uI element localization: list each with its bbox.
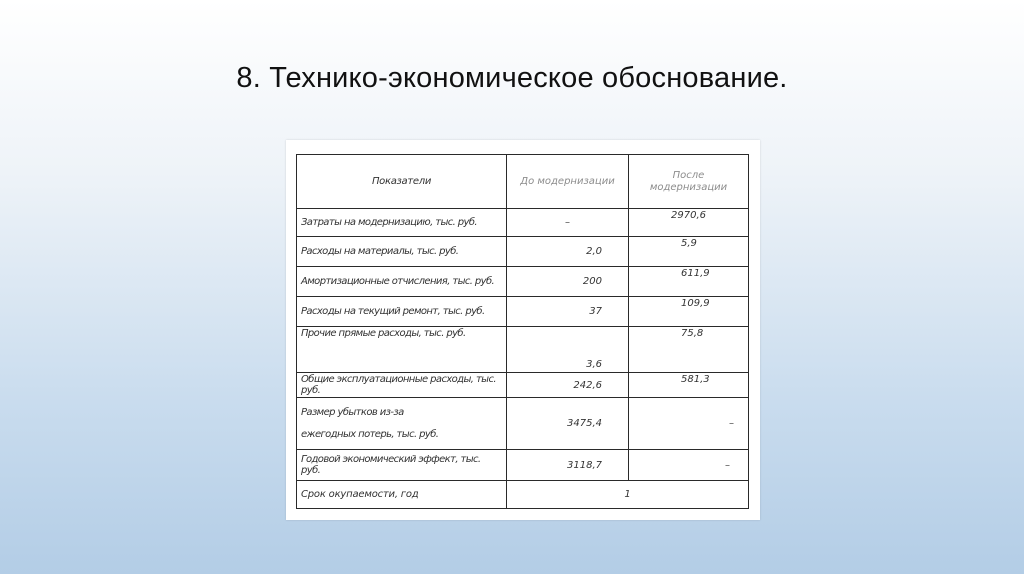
row-after: 2970,6 (629, 209, 749, 237)
row-after: 109,9 (629, 297, 749, 327)
header-indicators: Показатели (297, 155, 507, 209)
row-label: Затраты на модернизацию, тыс. руб. (297, 209, 507, 237)
row-label: Общие эксплуатационные расходы, тыс. руб. (297, 373, 507, 398)
row-after: 611,9 (629, 267, 749, 297)
row-before: 200 (507, 267, 629, 297)
row-label: Прочие прямые расходы, тыс. руб. (297, 327, 507, 373)
payback-value: 1 (507, 481, 749, 509)
row-label: Расходы на текущий ремонт, тыс. руб. (297, 297, 507, 327)
table-row-payback (297, 481, 749, 509)
row-after: – (629, 398, 749, 450)
row-after: 5,9 (629, 237, 749, 267)
table-row (297, 297, 749, 327)
row-after: – (629, 450, 749, 481)
row-after: 75,8 (629, 327, 749, 373)
table-row (297, 267, 749, 297)
row-before: 37 (507, 297, 629, 327)
table-row (297, 237, 749, 267)
header-before: До модернизации (507, 155, 629, 209)
row-label: Амортизационные отчисления, тыс. руб. (297, 267, 507, 297)
row-label: Годовой экономический эффект, тыс. руб. (297, 450, 507, 481)
row-before: 3118,7 (507, 450, 629, 481)
row-before: 3,6 (507, 327, 629, 373)
row-label-line1: Размер убытков из-за (301, 406, 404, 418)
row-before: 3475,4 (507, 398, 629, 450)
table-row (297, 327, 749, 373)
economics-table (296, 154, 749, 509)
table-row (297, 398, 749, 450)
table-row (297, 373, 749, 398)
header-after: После модернизации (629, 155, 749, 209)
row-after: 581,3 (629, 373, 749, 398)
table-row (297, 209, 749, 237)
table-row (297, 450, 749, 481)
table-header-row (297, 155, 749, 209)
table-image (286, 140, 760, 520)
payback-label: Срок окупаемости, год (297, 481, 507, 509)
slide-title: 8. Технико-экономическое обоснование. (236, 62, 788, 94)
row-label-line2: ежегодных потерь, тыс. руб. (301, 428, 439, 440)
row-label (297, 398, 507, 450)
row-before: 2,0 (507, 237, 629, 267)
row-label: Расходы на материалы, тыс. руб. (297, 237, 507, 267)
row-before: – (507, 209, 629, 237)
row-before: 242,6 (507, 373, 629, 398)
